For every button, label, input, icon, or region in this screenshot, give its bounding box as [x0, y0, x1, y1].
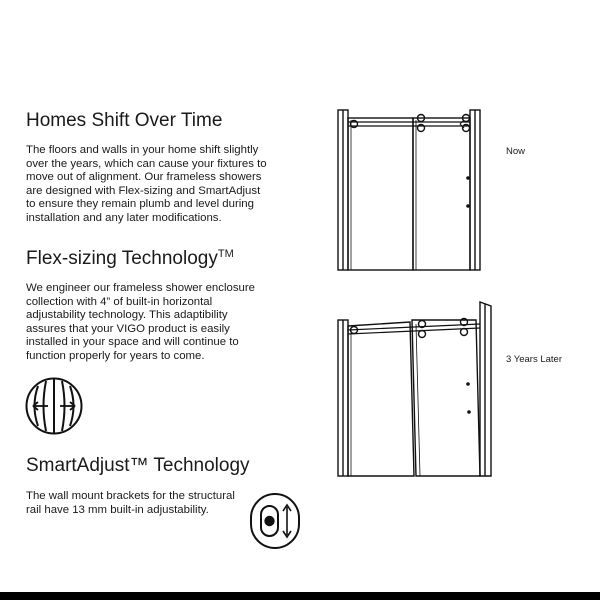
text-line: function properly for years to come.: [26, 349, 205, 362]
text-line: installed in your space and will continue to: [26, 336, 239, 349]
text-line: move out of alignment. Our frameless showers: [26, 171, 262, 184]
homes-shift-text: [26, 144, 267, 226]
homes-shift-heading: Homes Shift Over Time: [26, 110, 223, 131]
fixed-glass-panel: [348, 322, 414, 476]
fixed-glass-panel: [348, 118, 413, 270]
door-handle: [466, 382, 470, 386]
shower-diagram-later: [336, 300, 496, 480]
shower-diagram-now: [336, 108, 486, 274]
flex-sizing-heading-text: Flex-sizing Technology: [26, 248, 218, 269]
right-wall: [470, 110, 480, 270]
flex-sizing-text: [26, 282, 255, 364]
flex-sizing-arrows-icon: [24, 376, 84, 436]
diagram-caption-now: Now: [506, 146, 526, 157]
text-line: are designed with Flex-sizing and SmartAdjust: [26, 184, 261, 197]
door-handle: [466, 204, 470, 208]
flex-sizing-heading: [26, 248, 234, 270]
text-line: to ensure they remain plumb and level during: [26, 198, 254, 211]
trademark-mark: TM: [217, 248, 234, 260]
left-wall: [338, 110, 348, 270]
sliding-glass-door: [413, 118, 470, 270]
text-line: collection with 4” of built-in horizontal: [26, 295, 213, 308]
text-line: We engineer our frameless shower enclosure: [26, 282, 255, 294]
text-line: installation and any later modifications.: [26, 211, 222, 224]
text-line: The wall mount brackets for the structural: [26, 490, 235, 502]
door-handle: [467, 410, 471, 414]
smart-adjust-text: [26, 490, 235, 517]
sliding-glass-door: [412, 320, 480, 476]
smart-adjust-heading: SmartAdjust™ Technology: [26, 455, 250, 476]
bottom-border: [0, 592, 600, 600]
text-line: The floors and walls in your home shift slightly: [26, 144, 259, 156]
smart-adjust-bracket-icon: [249, 492, 305, 552]
door-handle: [466, 176, 470, 180]
left-wall: [338, 320, 348, 476]
diagram-caption-later: 3 Years Later: [506, 354, 562, 365]
right-wall-shifted: [480, 302, 491, 476]
text-line: rail have 13 mm built-in adjustability.: [26, 503, 209, 516]
text-line: over the years, which can cause your fixtures to: [26, 157, 267, 170]
text-line: assures that your VIGO product is easily: [26, 322, 230, 335]
text-line: adjustability technology. This adaptibility: [26, 309, 228, 322]
